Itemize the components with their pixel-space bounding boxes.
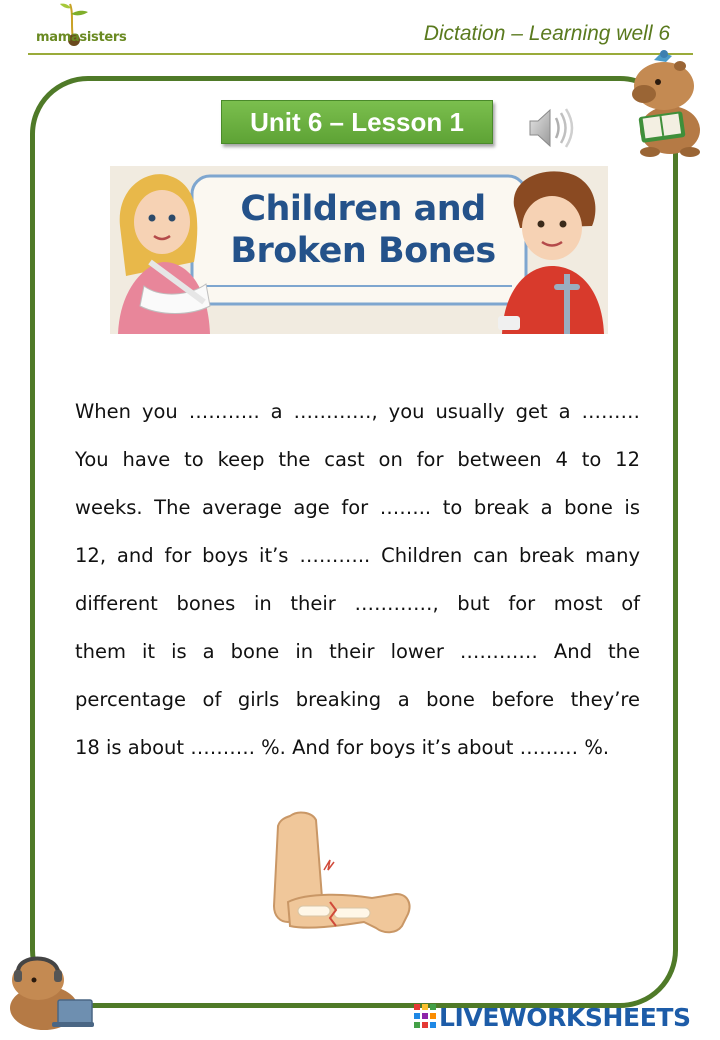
- liveworksheets-logo-icon: [414, 1004, 436, 1030]
- liveworksheets-text: LIVEWORKSHEETS: [439, 1002, 691, 1032]
- passage-line: 18 is about ………. %. And for boys it’s about ……… %.: [75, 736, 610, 759]
- speaker-icon[interactable]: [526, 104, 578, 152]
- passage-line: You have to keep the cast on for between 4 to 12: [75, 448, 640, 471]
- worksheet-title: Dictation – Learning well 6: [423, 22, 670, 45]
- lesson-banner: [110, 166, 608, 334]
- liveworksheets-watermark: [414, 1000, 691, 1034]
- brand-name: mamasisters: [36, 30, 127, 45]
- capybara-reading-icon: [620, 44, 716, 160]
- passage-line: different bones in their …………, but for most of: [75, 592, 640, 615]
- broken-arm-icon: [268, 806, 416, 946]
- banner-title: Children and Broken Bones: [230, 189, 496, 271]
- header-divider: [28, 53, 693, 55]
- passage-line: percentage of girls breaking a bone before they’re: [75, 688, 640, 711]
- passage-line: weeks. The average age for …….. to break a bone is: [75, 496, 640, 519]
- passage-line: 12, and for boys it’s ……….. Children can break many: [75, 544, 640, 567]
- capybara-laptop-icon: [4, 950, 96, 1032]
- unit-lesson-badge: Unit 6 – Lesson 1: [221, 100, 493, 144]
- passage-line: them it is a bone in their lower ………… And the: [75, 640, 640, 663]
- passage-line: When you ……….. a …………, you usually get a ………: [75, 400, 640, 423]
- dictation-passage: [75, 388, 640, 772]
